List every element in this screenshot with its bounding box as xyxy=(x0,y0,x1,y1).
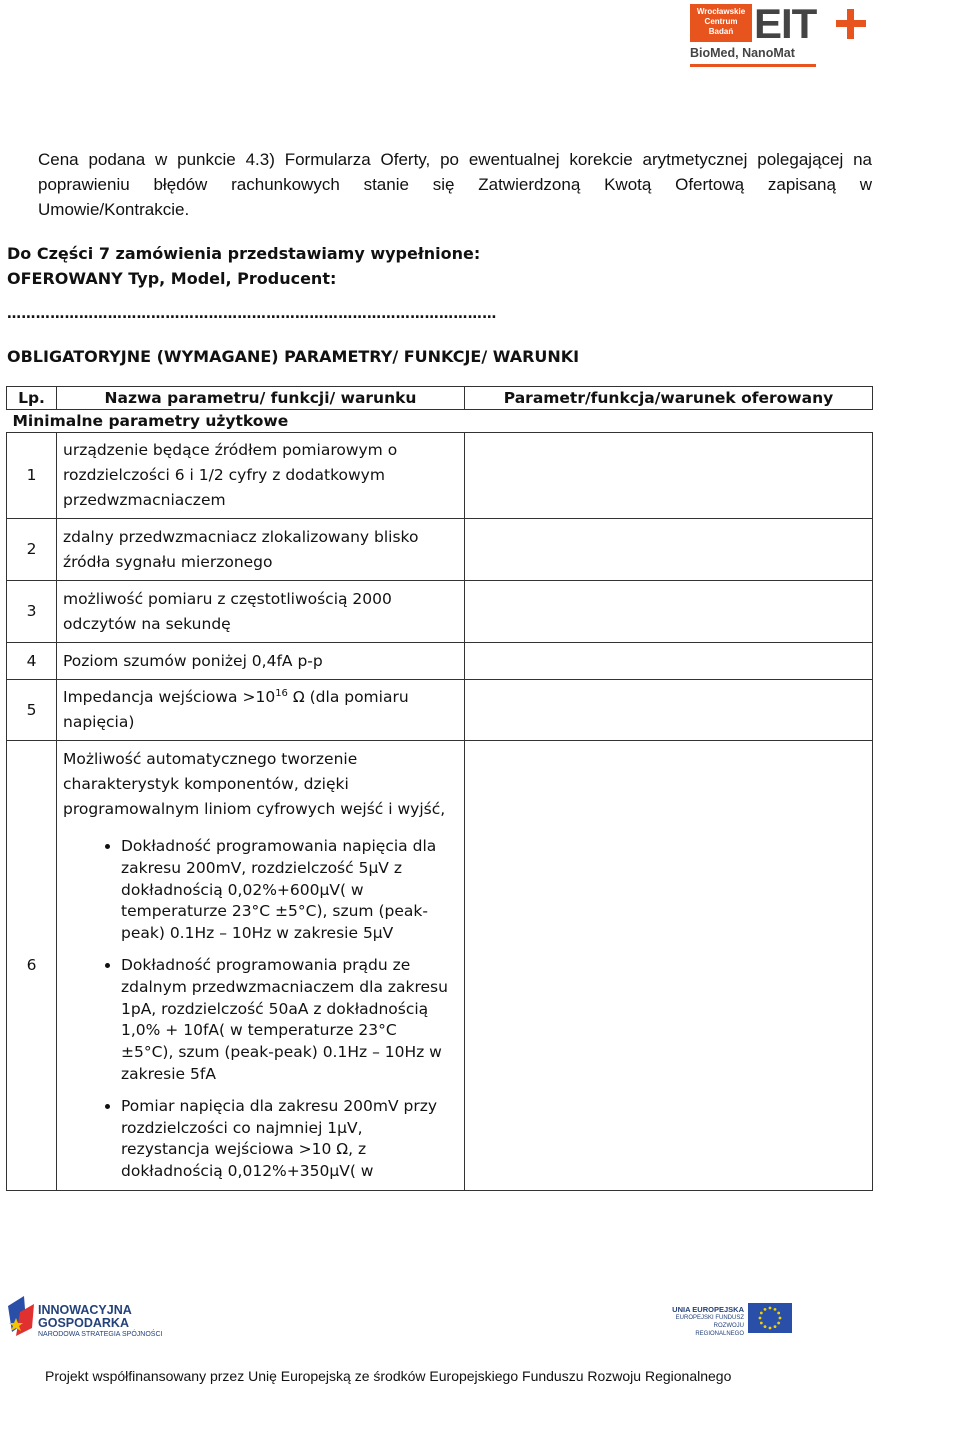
impedance-text: Impedancja wejściowa >10 xyxy=(63,688,276,706)
flag-star-icon xyxy=(6,1292,40,1340)
wcb-badge xyxy=(690,4,752,42)
table-row xyxy=(7,519,873,581)
row-desc: możliwość pomiaru z częstotliwością 2000 odczytów na sekundę xyxy=(57,581,465,643)
footer-note: Projekt współfinansowany przez Unię Europejską ze środków Europejskiego Funduszu Rozwoju Regionalnego xyxy=(45,1368,732,1384)
eu-star-icon xyxy=(777,1322,780,1325)
eu-star-icon xyxy=(769,1307,772,1310)
section-line: Do Części 7 zamówienia przedstawiamy wypełnione: xyxy=(7,244,481,263)
row-lp: 1 xyxy=(7,433,57,519)
ig-line: INNOWACYJNA xyxy=(38,1303,132,1317)
badge-line: Badań xyxy=(708,27,734,36)
intro-line: Cena podana w punkcie 4.3) Formularza Oferty, po ewentualnej korekcie arytmetycznej polegającej na xyxy=(38,150,872,169)
exponent: 16 xyxy=(275,688,288,699)
eu-star-icon xyxy=(760,1322,763,1325)
list-item: • Dokładność programowania napięcia dla zakresu 200mV, rozdzielczość 5µV z dokładnością 0,02%+600µV( w temperaturze 23°C ±5°C), szum (peak-peak) 0.1Hz – 10Hz w zakresie 5µV xyxy=(121,836,454,945)
row-lp: 6 xyxy=(7,741,57,1191)
table-row xyxy=(7,741,873,1191)
eu-line: EUROPEJSKI FUNDUSZ xyxy=(675,1315,744,1321)
eit-plus-logo xyxy=(690,0,870,70)
row-lp: 2 xyxy=(7,519,57,581)
row-desc xyxy=(57,680,465,741)
eu-flag-icon xyxy=(748,1303,792,1333)
offered-cell[interactable] xyxy=(465,680,873,741)
ig-wordmark xyxy=(38,1304,132,1330)
table-row xyxy=(7,581,873,643)
ig-subtitle: NARODOWA STRATEGIA SPÓJNOŚCI xyxy=(38,1331,163,1338)
eu-star-icon xyxy=(779,1317,782,1320)
offered-cell[interactable] xyxy=(465,581,873,643)
table-row xyxy=(7,680,873,741)
row-desc: urządzenie będące źródłem pomiarowym o rozdzielczości 6 i 1/2 cyfry z dodatkowym przedwzmacniaczem xyxy=(57,433,465,519)
ig-line: GOSPODARKA xyxy=(38,1316,129,1330)
eu-star-icon xyxy=(759,1317,762,1320)
badge-line: Centrum xyxy=(704,17,738,26)
eit-wordmark: EIT xyxy=(754,0,817,47)
row6-intro: Możliwość automatycznego tworzenie charakterystyk komponentów, dzięki programowalnym liniom cyfrowych wejść i wyjść, xyxy=(63,750,446,818)
header-name: Nazwa parametru/ funkcji/ warunku xyxy=(57,387,465,410)
logo-underline xyxy=(690,64,816,67)
row-desc: Poziom szumów poniżej 0,4fA p-p xyxy=(57,643,465,680)
section-heading: OBLIGATORYJNE (WYMAGANE) PARAMETRY/ FUNKCJE/ WARUNKI xyxy=(7,347,580,366)
badge-line: Wrocławskie xyxy=(696,7,746,16)
table-subheader-row xyxy=(7,410,873,433)
eu-star-icon xyxy=(774,1308,777,1311)
offered-cell[interactable] xyxy=(465,643,873,680)
row-lp: 3 xyxy=(7,581,57,643)
eu-star-icon xyxy=(777,1312,780,1315)
list-item: • Dokładność programowania prądu ze zdalnym przedwzmacniaczem dla zakresu 1pA, rozdzielczość 50aA z dokładnością 1,0% + 10fA( w temperaturze 23°C ±5°C), szum (peak-peak) 0.1Hz – 10Hz w zakresie 5fA xyxy=(121,955,454,1086)
intro-line: Umowie/Kontrakcie. xyxy=(38,200,190,219)
eu-star-icon xyxy=(769,1327,772,1330)
table-header-row xyxy=(7,387,873,410)
impedance-text: Ω (dla pomiaru napięcia) xyxy=(63,688,409,731)
row-lp: 4 xyxy=(7,643,57,680)
subheader: Minimalne parametry użytkowe xyxy=(7,410,873,433)
fill-in-dots: ………………………………………………………………………………………… xyxy=(7,306,497,322)
row-desc: zdalny przedwzmacniacz zlokalizowany blisko źródła sygnału mierzonego xyxy=(57,519,465,581)
table-row xyxy=(7,433,873,519)
offered-cell[interactable] xyxy=(465,519,873,581)
biomed-label: BioMed, NanoMat xyxy=(690,46,795,60)
list-item: • Pomiar napięcia dla zakresu 200mV przy rozdzielczości co najmniej 1µV, rezystancja wejściowa >10 Ω, z dokładnością 0,012%+350µV( w xyxy=(121,1096,454,1183)
offered-cell[interactable] xyxy=(465,741,873,1191)
eu-star-icon xyxy=(760,1312,763,1315)
intro-line: poprawieniu błędów rachunkowych stanie się Zatwierdzoną Kwotą Ofertową zapisaną w xyxy=(38,175,872,194)
eu-star-icon xyxy=(774,1325,777,1328)
section-line: OFEROWANY Typ, Model, Producent: xyxy=(7,269,337,288)
header-lp: Lp. xyxy=(7,387,57,410)
table-row xyxy=(7,643,873,680)
parameters-table xyxy=(6,386,873,1191)
section-lead xyxy=(7,241,480,291)
plus-icon xyxy=(847,9,854,39)
row6-bullets xyxy=(63,836,454,1183)
eu-star-icon xyxy=(764,1308,767,1311)
eu-line: ROZWOJU REGIONALNEGO xyxy=(695,1323,744,1337)
intro-paragraph xyxy=(38,147,872,222)
row-lp: 5 xyxy=(7,680,57,741)
eu-star-icon xyxy=(764,1325,767,1328)
header-offered: Parametr/funkcja/warunek oferowany xyxy=(465,387,873,410)
eu-fund-text xyxy=(668,1306,744,1338)
offered-cell[interactable] xyxy=(465,433,873,519)
row-desc xyxy=(57,741,465,1191)
eu-line: UNIA EUROPEJSKA xyxy=(672,1305,744,1314)
